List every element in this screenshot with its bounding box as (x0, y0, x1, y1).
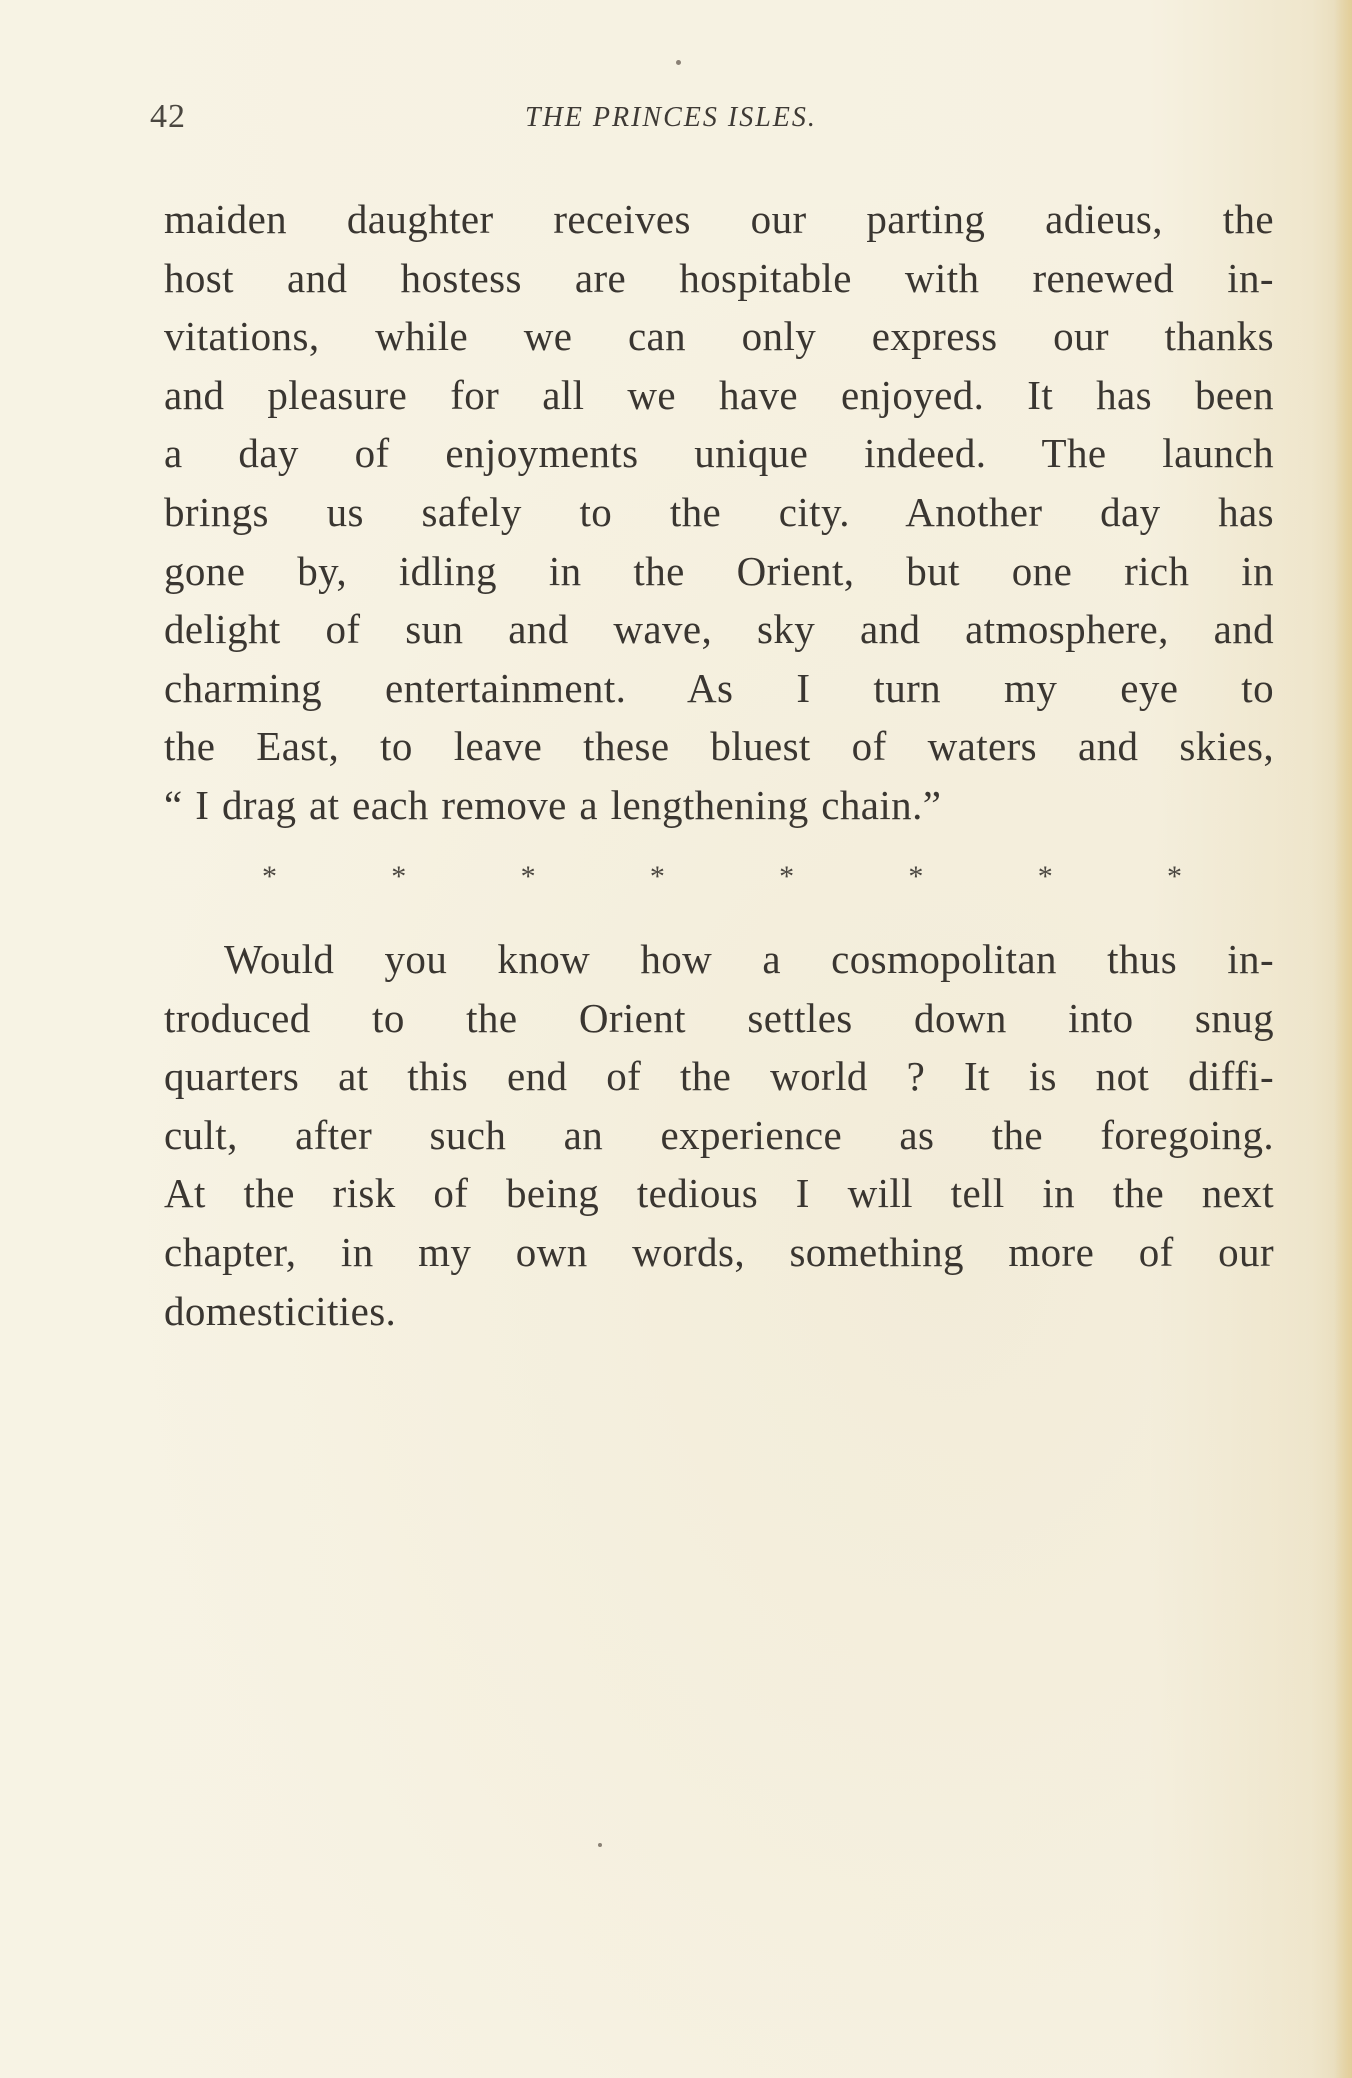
separator-star: * (908, 860, 924, 893)
paragraph-2 (164, 930, 1274, 1340)
separator-star: * (391, 860, 407, 893)
text-line: troduced to the Orient settles down into snug (164, 994, 1274, 1041)
separator-star: * (520, 860, 536, 893)
text-line: “ I drag at each remove a lengthening chain.” (164, 781, 942, 828)
running-title: THE PRINCES ISLES. (525, 102, 817, 133)
text-line: maiden daughter receives our parting adieus, the (164, 196, 1274, 242)
paragraph-1 (164, 190, 1274, 835)
section-separator (262, 860, 1182, 894)
page-edge-shadow (1334, 0, 1352, 2078)
text-line: At the risk of being tedious I will tell in the next (164, 1170, 1274, 1217)
separator-star: * (779, 860, 795, 893)
ink-speck (676, 60, 681, 65)
text-line: chapter, in my own words, something more of our (164, 1228, 1274, 1275)
text-line: a day of enjoyments unique indeed. The launch (164, 430, 1274, 477)
text-line: cult, after such an experience as the foregoing. (164, 1111, 1274, 1158)
ink-speck (598, 1843, 602, 1847)
text-line: host and hostess are hospitable with renewed in- (164, 254, 1274, 301)
text-line: gone by, idling in the Orient, but one rich in (164, 547, 1274, 594)
separator-star: * (262, 860, 277, 893)
text-line: vitations, while we can only express our thanks (164, 313, 1274, 360)
text-line: and pleasure for all we have enjoyed. It has been (164, 371, 1274, 418)
text-line: charming entertainment. As I turn my eye to (164, 664, 1274, 711)
text-line: quarters at this end of the world ? It is not diffi- (164, 1053, 1274, 1100)
separator-star: * (649, 860, 665, 893)
separator-star: * (1037, 860, 1053, 893)
running-header (0, 98, 1352, 148)
page-number: 42 (150, 98, 186, 135)
separator-star: * (1166, 860, 1182, 893)
text-line: Would you know how a cosmopolitan thus in- (224, 936, 1274, 982)
text-line: domesticities. (164, 1287, 397, 1334)
text-line: delight of sun and wave, sky and atmosphere, and (164, 606, 1274, 653)
text-line: the East, to leave these bluest of waters and skies, (164, 723, 1274, 770)
text-line: brings us safely to the city. Another day has (164, 488, 1274, 535)
